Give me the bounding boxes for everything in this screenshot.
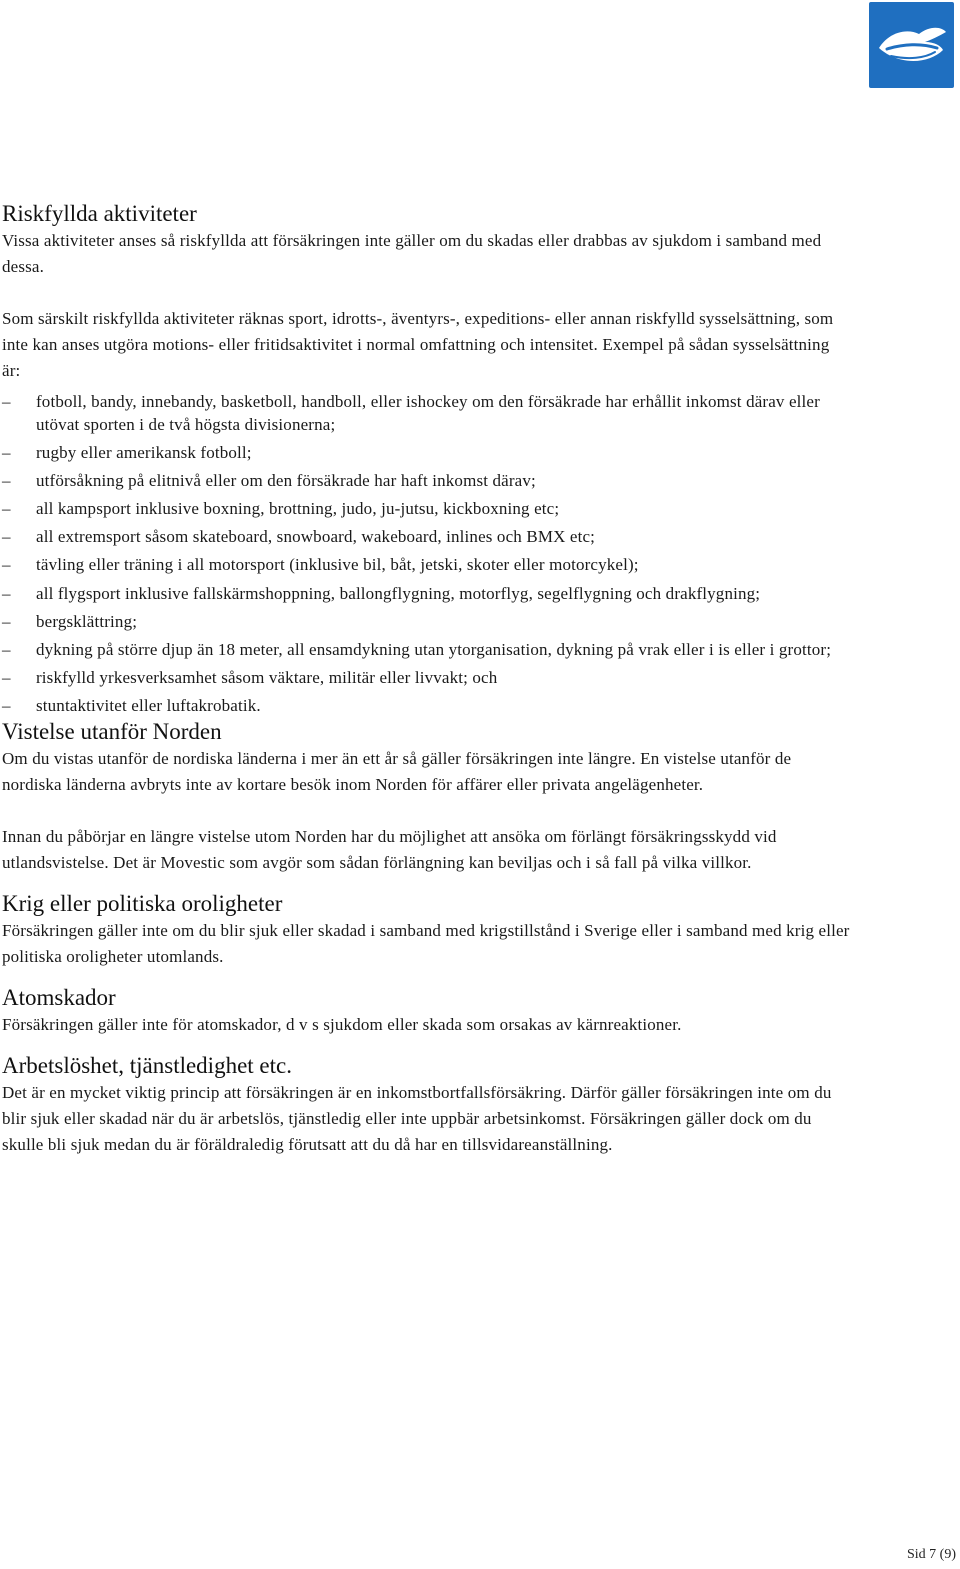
heading-atomic: Atomskador <box>2 984 116 1010</box>
list-item: – stuntaktivitet eller luftakrobatik. <box>2 695 852 718</box>
heading-risky-activities: Riskfyllda aktiviteter <box>2 201 197 226</box>
paragraph-atomic: Försäkringen gäller inte för atomskador, d v s sjukdom eller skada som orsakas av kärnreaktioner. <box>2 1014 682 1034</box>
paragraph-nordic-1: Om du vistas utanför de nordiska länderna i mer än ett år så gäller försäkringen inte längre. En vistelse utanför de nordiska länderna avbryts inte av kortare besök inom Norden för affärer eller privata angelägenheter. <box>2 748 792 794</box>
lips-logo-icon <box>869 2 954 88</box>
list-item: – rugby eller amerikansk fotboll; <box>2 442 852 465</box>
company-logo <box>869 2 954 88</box>
list-item: – dykning på större djup än 18 meter, all ensamdykning utan ytorganisation, dykning på vrak eller i is eller i grottor; <box>2 639 852 662</box>
list-item: – utförsåkning på elitnivå eller om den försäkrade har haft inkomst därav; <box>2 470 852 493</box>
risky-activities-list <box>2 391 852 718</box>
paragraph-nordic-2: Innan du påbörjar en längre vistelse utom Norden har du möjlighet att ansöka om förlängt försäkringsskydd vid utlandsvistelse. Det är Movestic som avgör som sådan förlängning kan beviljas och i så fall på vilka villkor. <box>2 826 777 872</box>
list-item: – tävling eller träning i all motorsport (inklusive bil, båt, jetski, skoter eller motorcykel); <box>2 554 852 577</box>
paragraph-unemployment: Det är en mycket viktig princip att försäkringen är en inkomstbortfallsförsäkring. Därför gäller försäkringen inte om du blir sjuk eller skadad när du är arbetslös, tjänstledig eller inte uppbär arbetsinkomst. Försäkringen gäller dock om du skulle bli sjuk medan du är föräldraledig förutsatt att du då har en tillsvidareanställning. <box>2 1082 832 1154</box>
list-item: – all flygsport inklusive fallskärmshoppning, ballongflygning, motorflyg, segelflygning och drakflygning; <box>2 583 852 606</box>
list-item: – all extremsport såsom skateboard, snowboard, wakeboard, inlines och BMX etc; <box>2 526 852 549</box>
list-item: – riskfylld yrkesverksamhet såsom väktare, militär eller livvakt; och <box>2 667 852 690</box>
paragraph-risky-definition: Som särskilt riskfyllda aktiviteter räknas sport, idrotts-, äventyrs-, expeditions- eller annan riskfylld sysselsättning, som inte kan anses utgöra motions- eller fritidsaktivitet i normal omfattning och intensitet. Exempel på sådan sysselsättning är: <box>2 309 834 380</box>
list-item: – all kampsport inklusive boxning, brottning, judo, ju-jutsu, kickboxning etc; <box>2 498 852 521</box>
list-item: – bergsklättring; <box>2 611 852 634</box>
heading-outside-nordic: Vistelse utanför Norden <box>2 718 222 744</box>
heading-unemployment: Arbetslöshet, tjänstledighet etc. <box>2 1052 292 1078</box>
heading-war: Krig eller politiska oroligheter <box>2 890 283 916</box>
paragraph-risky-intro: Vissa aktiviteter anses så riskfyllda att försäkringen inte gäller om du skadas eller drabbas av sjukdom i samband med dessa. <box>2 231 822 276</box>
list-item: – fotboll, bandy, innebandy, basketboll, handboll, eller ishockey om den försäkrade har erhållit inkomst därav eller utövat sporten i de två högsta divisionerna; <box>2 391 852 436</box>
page-number: Sid 7 (9) <box>907 1547 956 1562</box>
document-body <box>2 200 852 1158</box>
paragraph-war: Försäkringen gäller inte om du blir sjuk eller skadad i samband med krigstillstånd i Sverige eller i samband med krig eller politiska oroligheter utomlands. <box>2 920 850 966</box>
